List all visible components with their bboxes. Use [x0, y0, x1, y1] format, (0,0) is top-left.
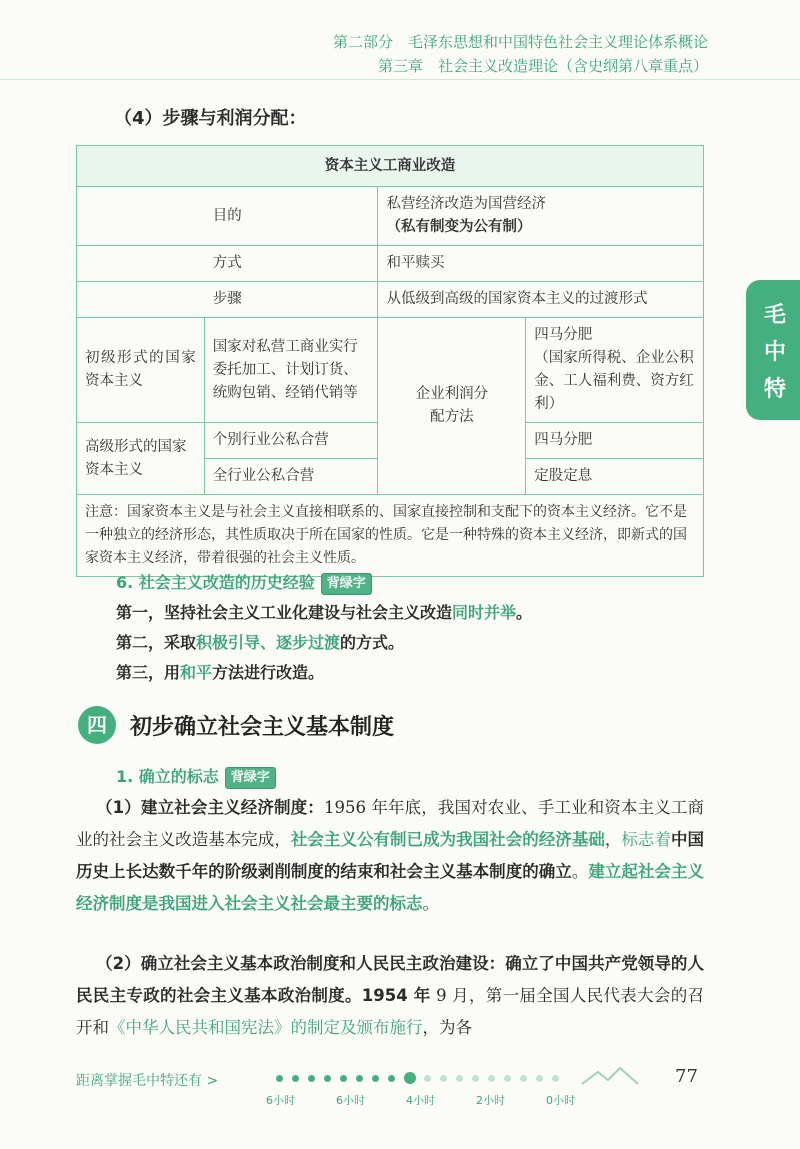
part-number-icon: 四: [78, 706, 116, 744]
table-title: 资本主义工商业改造: [77, 146, 704, 187]
p1-lead: （1）建立社会主义经济制度：: [96, 798, 324, 817]
progress-dot: [324, 1075, 331, 1082]
item3-text-a: 第三，用: [116, 663, 181, 682]
p1-green1: 社会主义公有制已成为我国社会的经济基础: [290, 830, 605, 849]
experience-item-1: [116, 600, 532, 623]
item1-text-b: 同时并举: [452, 603, 517, 622]
experience-item-2: [116, 630, 404, 653]
progress-dot: [424, 1075, 431, 1082]
primary-profit: [526, 318, 704, 423]
purpose-value-line1: 私营经济改造为国营经济: [386, 196, 546, 212]
p1-text1: 1956 年年底，我国对农业、手工业和资本主义工商业的社会主义改造基本完成，: [76, 798, 704, 849]
progress-dot: [356, 1075, 363, 1082]
purpose-value-line2: （私有制变为公有制）: [386, 219, 532, 235]
header-part: 第二部分 毛泽东思想和中国特色社会主义理论体系概论: [332, 33, 708, 51]
sub1-title: [116, 764, 276, 789]
section-tab-char-2: 中: [763, 339, 786, 365]
progress-dot: [488, 1075, 495, 1082]
advanced-profit-1: 四马分肥: [526, 423, 704, 459]
progress-dot: [520, 1075, 527, 1082]
p2-lead: （2）确立社会主义基本政治制度和人民民主政治建设：确立了中国共产党领导的人民民主专政的社会主义基本政治制度。: [76, 954, 704, 1005]
primary-profit-line1: 四马分肥: [534, 327, 593, 343]
p1-text2: ，: [604, 830, 622, 849]
progress-dot: [340, 1075, 347, 1082]
hours-label: 6小时: [266, 1094, 295, 1107]
progress-dot: [440, 1075, 447, 1082]
primary-form-desc: 国家对私营工商业实行委托加工、计划订货、统购包销、经销代销等: [204, 318, 378, 423]
table-note: 注意：国家资本主义是与社会主义直接相联系的、国家直接控制和支配下的资本主义经济。它不是一种独立的经济形态，其性质取决于所在国家的性质。它是一种特殊的资本主义经济，即新式的国家资本主义经济，带着很强的社会主义性质。: [77, 495, 704, 577]
primary-form-label: 初级形式的国家资本主义: [77, 318, 205, 423]
hours-label: 2小时: [476, 1094, 505, 1107]
progress-dot: [388, 1075, 395, 1082]
reform-table: [76, 145, 704, 577]
item1-text-a: 第一，坚持社会主义工业化建设与社会主义改造: [116, 603, 453, 622]
profit-method-label: 企业利润分配方法: [378, 318, 526, 495]
memorize-badge: 背绿字: [321, 573, 372, 595]
sub1-title-text: 1. 确立的标志: [116, 767, 219, 786]
hours-label: 6小时: [336, 1094, 365, 1107]
p1-bold1: 中国历史上长达数千年的阶级剥削制度的结束和社会主义基本制度的确立: [76, 830, 705, 881]
progress-dot: [292, 1075, 299, 1082]
progress-dots: [276, 1075, 576, 1085]
header-chapter: 第三章 社会主义改造理论（含史纲第八章重点）: [377, 57, 708, 75]
advanced-form-desc-2: 全行业公私合营: [204, 459, 378, 495]
p2-year: 1954 年: [361, 986, 431, 1005]
progress-dot: [372, 1075, 379, 1082]
paragraph-political-system: [76, 948, 704, 1044]
p2-green1: 《中华人民共和国宪法》的制定及颁布施行: [109, 1018, 423, 1037]
experience-item-3: [116, 660, 324, 683]
item2-text-a: 第二，采取: [116, 633, 197, 652]
item3-text-b: 和平: [180, 663, 213, 682]
page-number: 77: [675, 1066, 698, 1087]
section6-title-text: 6. 社会主义改造的历史经验: [116, 573, 315, 592]
p1-text3: 。: [571, 862, 589, 881]
purpose-value: [378, 187, 704, 246]
p2-text2: ，为各: [422, 1018, 472, 1037]
subheading-steps: （4）步骤与利润分配：: [114, 108, 307, 129]
running-header: [333, 30, 708, 78]
progress-dot: [456, 1075, 463, 1082]
section-tab[interactable]: [746, 280, 800, 420]
progress-dot: [504, 1075, 511, 1082]
p1-text4: 。: [422, 894, 439, 913]
paragraph-economic-system: [76, 792, 704, 920]
method-value: 和平赎买: [378, 246, 704, 282]
item2-text-b: 积极引导、逐步过渡: [196, 633, 341, 652]
section-tab-char-1: 毛: [763, 302, 786, 328]
item3-text-c: 方法进行改造。: [212, 663, 325, 682]
progress-label: 距离掌握毛中特还有 >: [76, 1073, 219, 1089]
p1-green2: 标志着: [621, 830, 671, 849]
progress-dot: [552, 1075, 559, 1082]
mountain-icon: [580, 1064, 640, 1088]
item1-text-c: 。: [516, 603, 533, 622]
steps-label: 步骤: [77, 282, 378, 318]
section6-title: [116, 570, 372, 595]
advanced-form-desc-1: 个别行业公私合营: [204, 423, 378, 459]
item2-text-c: 的方式。: [340, 633, 405, 652]
primary-profit-line2: （国家所得税、企业公积金、工人福利费、资方红利）: [534, 350, 694, 412]
progress-dot: [536, 1075, 543, 1082]
p2-text1: 9 月，第一届全国人民代表大会的召开和: [76, 986, 705, 1037]
p1-green3: 建立起社会主义经济制度是我国进入社会主义社会最主要的标志: [76, 862, 705, 913]
hours-label: 4小时: [406, 1094, 435, 1107]
header-divider: [0, 79, 800, 80]
hours-label: 0小时: [546, 1094, 575, 1107]
advanced-form-label: 高级形式的国家资本主义: [77, 423, 205, 495]
section-tab-char-3: 特: [763, 376, 786, 402]
progress-marker-icon: [404, 1072, 416, 1084]
method-label: 方式: [77, 246, 378, 282]
advanced-profit-2: 定股定息: [526, 459, 704, 495]
progress-dot: [276, 1075, 283, 1082]
steps-value: 从低级到高级的国家资本主义的过渡形式: [378, 282, 704, 318]
progress-dot: [472, 1075, 479, 1082]
purpose-label: 目的: [77, 187, 378, 246]
memorize-badge-2: 背绿字: [225, 767, 276, 789]
progress-dot: [308, 1075, 315, 1082]
part4-title: 初步确立社会主义基本制度: [130, 715, 395, 740]
